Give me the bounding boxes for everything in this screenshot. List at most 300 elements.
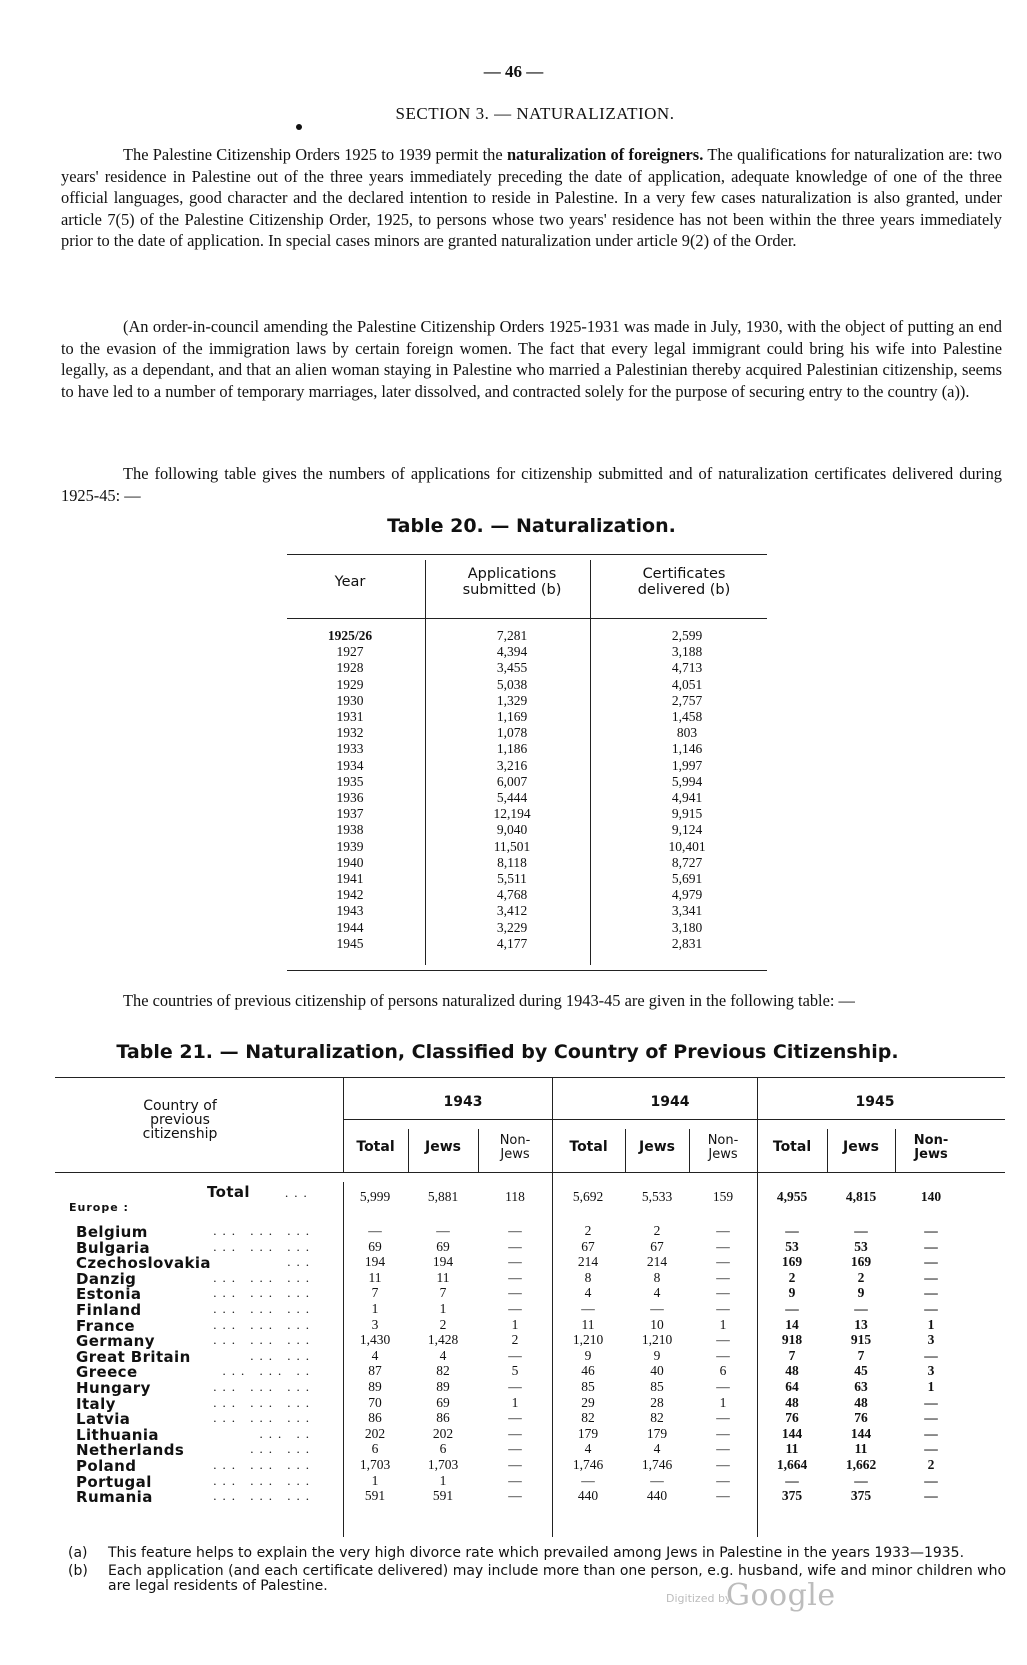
table-cell: —	[716, 1410, 730, 1426]
cell-certificates: 5,691	[671, 871, 703, 887]
table-cell: —	[508, 1488, 522, 1504]
table-rule	[287, 554, 767, 555]
table-cell: 45	[854, 1363, 868, 1379]
cell-year: 1942	[336, 887, 364, 903]
table-cell: 5	[511, 1363, 519, 1379]
leader-dots: ... ... ...	[213, 1379, 315, 1394]
table-cell: 1,703	[427, 1457, 459, 1472]
cell-applications: 5,444	[496, 790, 528, 806]
table-rule	[55, 1172, 1005, 1173]
column-divider	[343, 1077, 344, 1172]
table-cell: 159	[712, 1189, 734, 1204]
table-cell: 5,881	[427, 1189, 459, 1204]
header-line: Non-	[499, 1133, 531, 1148]
cell-certificates: 4,713	[671, 660, 703, 676]
header-line: Non-	[707, 1133, 739, 1148]
country-name: France	[76, 1316, 135, 1335]
paragraph-text: The Palestine Citizenship Orders 1925 to 1939 permit the	[123, 145, 507, 164]
header-line: Non-	[913, 1133, 949, 1148]
table-cell: 7	[788, 1347, 796, 1363]
table-cell: 202	[364, 1425, 386, 1441]
leader-dots: ... ... ...	[213, 1488, 315, 1504]
table-cell: 82	[436, 1363, 450, 1379]
cell-applications: 11,501	[493, 838, 531, 854]
cell-year: 1941	[336, 871, 364, 887]
cell-certificates: 3,188	[671, 644, 703, 660]
country-name: Estonia	[76, 1285, 142, 1304]
header-total-1945: Total	[772, 1139, 812, 1155]
table-cell: 40	[650, 1363, 664, 1379]
table-cell: 1,703	[359, 1457, 391, 1472]
table-cell: 169	[850, 1254, 872, 1270]
table21	[55, 1077, 1005, 1539]
table-cell: 14	[785, 1316, 799, 1332]
country-name: Germany	[76, 1332, 155, 1351]
table-cell: 76	[785, 1410, 799, 1426]
table-cell: 5,692	[572, 1189, 604, 1204]
country-name: Finland	[76, 1301, 142, 1319]
table-rule	[343, 1119, 1005, 1120]
paragraph-text: The qualifications for naturalization are: two years' residence in Palestine out of the three years immediately preceding the date of application, adequate knowledge of one of the three official languages, good character and the declared intention to reside in Palestine.	[61, 145, 1002, 207]
country-name: Bulgaria	[76, 1238, 150, 1257]
country-name: Belgium	[76, 1223, 148, 1241]
table-cell: 8	[653, 1269, 661, 1285]
header-total-1944: Total	[569, 1139, 608, 1155]
column-year	[315, 628, 385, 952]
table20-title: Table 20. — Naturalization.	[387, 515, 676, 537]
cell-certificates: 4,941	[671, 790, 703, 806]
table-cell: 1,664	[776, 1457, 808, 1472]
table-cell: 2	[439, 1316, 447, 1332]
cell-year: 1928	[336, 660, 364, 676]
table-cell: 29	[581, 1394, 595, 1410]
cell-applications: 4,177	[496, 935, 528, 951]
table-cell: —	[508, 1301, 522, 1316]
table-cell: 7	[857, 1347, 865, 1363]
country-name: Greece	[76, 1363, 138, 1382]
header-1945: 1945	[855, 1094, 895, 1110]
table-cell: —	[924, 1223, 938, 1238]
table-cell: —	[716, 1472, 730, 1488]
table-cell: 69	[436, 1238, 450, 1254]
column-divider	[425, 560, 426, 965]
leader-dots: ... ... ...	[213, 1223, 315, 1238]
country-name: Rumania	[76, 1488, 153, 1507]
footnote-mark: (a)	[68, 1545, 88, 1561]
table-cell: 85	[581, 1379, 595, 1394]
cell-year: 1936	[336, 790, 364, 806]
table-cell: 87	[368, 1363, 382, 1379]
table-cell: —	[508, 1254, 522, 1270]
cell-applications: 4,768	[496, 887, 528, 903]
table-cell: 440	[646, 1488, 668, 1504]
table-cell: 69	[436, 1394, 450, 1410]
table-cell: 86	[436, 1410, 450, 1426]
cell-year: 1925/26	[327, 628, 373, 643]
cell-certificates: 4,979	[671, 887, 703, 903]
table-cell: 82	[581, 1410, 595, 1426]
footnote-mark: (b)	[68, 1562, 88, 1579]
table-cell: —	[716, 1441, 730, 1457]
header-total-1943: Total	[356, 1139, 395, 1155]
table-cell: —	[650, 1472, 664, 1488]
table-cell: —	[785, 1301, 799, 1316]
cell-applications: 1,169	[496, 709, 528, 725]
table-cell: 6	[439, 1441, 447, 1457]
table-cell: —	[854, 1223, 868, 1238]
table-cell: 1	[719, 1316, 727, 1332]
table-cell: 179	[646, 1425, 668, 1441]
table-cell: 11	[785, 1441, 799, 1457]
table-cell: —	[508, 1269, 522, 1285]
table-cell: 4	[584, 1441, 592, 1457]
table-cell: 67	[581, 1238, 595, 1254]
table-cell: 86	[368, 1410, 382, 1426]
table-cell: 89	[368, 1379, 382, 1394]
table-cell: 440	[577, 1488, 599, 1504]
table-cell: —	[716, 1347, 730, 1363]
cell-certificates: 10,401	[668, 838, 706, 854]
table-cell: 53	[785, 1238, 799, 1254]
header-line: Jews	[914, 1147, 948, 1162]
table-cell: 1,746	[641, 1457, 673, 1472]
table-cell: —	[924, 1472, 938, 1488]
footnote	[68, 1546, 1008, 1562]
table-cell: —	[508, 1410, 522, 1426]
table-cell: 179	[577, 1425, 599, 1441]
leader-dots: ... ... ...	[213, 1269, 315, 1285]
table-cell: 5,999	[359, 1189, 391, 1204]
table-cell: —	[924, 1254, 938, 1270]
bullet-dot	[296, 124, 302, 130]
table-cell: 11	[436, 1269, 450, 1285]
country-name: Lithuania	[76, 1425, 159, 1444]
table-cell: 194	[364, 1254, 386, 1270]
table-cell: 1,746	[572, 1457, 604, 1472]
table-cell: 118	[505, 1189, 525, 1204]
cell-certificates: 5,994	[671, 773, 703, 789]
table-cell: —	[854, 1301, 868, 1316]
header-line: delivered (b)	[637, 582, 731, 598]
table-cell: —	[716, 1425, 730, 1441]
table-cell: —	[508, 1238, 522, 1254]
table-cell: 4,955	[776, 1189, 808, 1204]
table-cell: 1	[511, 1394, 519, 1410]
table-cell: —	[716, 1379, 730, 1394]
table-cell: 7	[371, 1285, 379, 1301]
header-jews-1945: Jews	[843, 1139, 879, 1155]
total-label: Total	[207, 1183, 250, 1201]
header-jews-1944: Jews	[639, 1139, 675, 1155]
header-1944: 1944	[650, 1094, 690, 1110]
cell-year: 1944	[336, 919, 364, 935]
cell-year: 1929	[336, 676, 364, 692]
table-cell: —	[581, 1472, 595, 1488]
table-cell: 2	[927, 1457, 935, 1472]
leader-dots: ... ...	[250, 1347, 315, 1363]
table-cell: 375	[850, 1488, 872, 1504]
table-cell: 1,210	[572, 1332, 604, 1348]
table-cell: 11	[854, 1441, 868, 1457]
header-line: Certificates	[642, 566, 726, 582]
table-cell: 70	[368, 1394, 382, 1410]
table-cell: 1	[439, 1472, 447, 1488]
table-cell: 11	[368, 1269, 382, 1285]
table-cell: —	[924, 1394, 938, 1410]
table-cell: —	[508, 1472, 522, 1488]
cell-applications: 5,511	[497, 871, 527, 887]
page-number: — 46 —	[483, 62, 544, 81]
header-line: Jews	[500, 1147, 530, 1162]
country-name: Czechoslovakia	[76, 1254, 211, 1273]
cell-year: 1932	[336, 725, 364, 741]
cell-year: 1933	[336, 741, 364, 757]
paragraph-table21-intro: The countries of previous citizenship of persons naturalized during 1943-45 are given in the following table: —	[123, 991, 855, 1010]
header-line: Country of	[143, 1098, 217, 1114]
table-cell: 48	[785, 1363, 799, 1379]
table-cell: 28	[650, 1394, 664, 1410]
table-cell: 591	[432, 1488, 454, 1504]
leader-dots: ... ... ...	[213, 1285, 315, 1301]
cell-applications: 7,281	[496, 628, 528, 643]
country-name: Danzig	[76, 1269, 137, 1288]
table-cell: 9	[584, 1347, 592, 1363]
table-cell: 85	[650, 1379, 664, 1394]
table-cell: 3	[927, 1363, 935, 1379]
table-cell: 915	[850, 1332, 872, 1348]
table-cell: —	[924, 1441, 938, 1457]
cell-applications: 9,040	[496, 822, 528, 838]
table-cell: —	[508, 1379, 522, 1394]
column-divider	[590, 560, 591, 965]
cell-applications: 3,455	[496, 660, 528, 676]
cell-year: 1945	[336, 935, 364, 951]
footnote-text: Each application (and each certificate delivered) may include more than one person, e.g. husband, wife and minor children who are legal residents of Palestine.	[108, 1562, 1007, 1594]
table-cell: 4	[439, 1347, 447, 1363]
table-cell: 202	[432, 1425, 454, 1441]
table-cell: —	[716, 1488, 730, 1504]
table-cell: 67	[650, 1238, 664, 1254]
country-name: Italy	[76, 1394, 116, 1413]
table-cell: 169	[781, 1254, 803, 1270]
table-cell: —	[508, 1425, 522, 1441]
google-watermark: Google	[726, 1578, 836, 1613]
table-cell: 2	[653, 1223, 661, 1238]
table-cell: —	[924, 1347, 938, 1363]
cell-applications: 8,118	[497, 854, 527, 870]
leader-dots: ... ... ...	[213, 1238, 315, 1254]
cell-year: 1931	[336, 709, 364, 725]
table-cell: 1	[371, 1301, 379, 1316]
cell-applications: 6,007	[496, 773, 528, 789]
table-cell: —	[508, 1347, 522, 1363]
cell-year: 1930	[336, 692, 364, 708]
table-cell: 5,533	[641, 1189, 673, 1204]
table-cell: —	[716, 1285, 730, 1301]
table-cell: 2	[857, 1269, 865, 1285]
table-cell: 214	[646, 1254, 668, 1270]
table-cell: —	[650, 1301, 664, 1316]
paragraph-bold-text: naturalization of foreigners.	[506, 145, 704, 164]
table-cell: —	[924, 1488, 938, 1504]
leader-dots: ... ... ...	[213, 1410, 315, 1426]
cell-certificates: 8,727	[671, 854, 703, 870]
cell-certificates: 2,757	[671, 692, 703, 708]
leader-dots: ... ... ...	[213, 1332, 315, 1348]
paragraph-bold-text: In a very few cases naturalization is also granted, under article 7(5) of the Palestine Citizenship Order, 1925, to persons whose two years' residence has not been within the three years immediately prior to the date of application. In special cases minors are granted naturalization under article 9(2) of the Order.	[61, 188, 1003, 250]
table-cell: 76	[854, 1410, 868, 1426]
footnote	[68, 1564, 1008, 1595]
leader-dots: ...	[287, 1254, 315, 1270]
table-cell: 63	[854, 1379, 868, 1394]
table-cell: 3	[371, 1316, 379, 1332]
table-cell: —	[436, 1223, 450, 1238]
leader-dots: ... ... ...	[213, 1301, 315, 1316]
cell-certificates: 803	[676, 725, 698, 741]
table-cell: 214	[577, 1254, 599, 1270]
table-cell: 69	[368, 1238, 382, 1254]
cell-year: 1940	[336, 854, 364, 870]
country-name: Great Britain	[76, 1347, 191, 1366]
table-cell: —	[716, 1332, 730, 1348]
cell-certificates: 2,599	[671, 628, 703, 643]
table-cell: —	[924, 1301, 938, 1316]
table-cell: 9	[653, 1347, 661, 1363]
table-cell: —	[924, 1410, 938, 1426]
paragraph-order-in-council: (An order-in-council amending the Palestine Citizenship Orders 1925-1931 was made in July, 1930, with the object of putting an end to the evasion of the immigration laws by certain foreign women. The fact that every legal immigrant could bring his wife into Palestine legally, as a dependant, and that an alien woman staying in Palestine who married a Palestinian thereby acquired Palestinian citizenship, seems to have led to a number of temporary marriages, later dissolved, and contracted solely for the purpose of securing entry to the country (a)).	[61, 317, 1002, 401]
table-cell: —	[924, 1269, 938, 1285]
leader-dots: ... ... ...	[213, 1472, 315, 1488]
table-cell: —	[508, 1441, 522, 1457]
leader-dots: ... ...	[250, 1441, 315, 1457]
table-cell: 1	[371, 1472, 379, 1488]
table-cell: 140	[920, 1189, 942, 1204]
table-cell: 1,210	[641, 1332, 673, 1348]
table-cell: 48	[854, 1394, 868, 1410]
footnote-text: This feature helps to explain the very high divorce rate which prevailed among Jews in Palestine in the years 1933—1935.	[108, 1545, 965, 1561]
table-cell: 6	[719, 1363, 727, 1379]
table-cell: 10	[650, 1316, 664, 1332]
column-certificates	[632, 628, 742, 952]
table-cell: —	[368, 1223, 382, 1238]
table-cell: —	[581, 1301, 595, 1316]
table-cell: 46	[581, 1363, 595, 1379]
table-cell: 11	[581, 1316, 595, 1332]
table-cell: —	[854, 1472, 868, 1488]
header-nonjews-1945	[895, 1134, 967, 1162]
table-cell: 4	[584, 1285, 592, 1301]
leader-dots: ... ..	[259, 1425, 315, 1441]
cell-applications: 12,194	[493, 806, 531, 822]
cell-year: 1935	[336, 773, 364, 789]
table-cell: 6	[371, 1441, 379, 1457]
table-cell: 1,430	[359, 1332, 391, 1348]
cell-certificates: 1,458	[671, 709, 703, 725]
table-rule	[55, 1077, 1005, 1078]
table-cell: 9	[857, 1285, 865, 1301]
table-cell: 4,815	[845, 1189, 877, 1204]
table-cell: —	[924, 1285, 938, 1301]
header-applications	[437, 566, 587, 598]
table-cell: 7	[439, 1285, 447, 1301]
table-cell: 9	[788, 1285, 796, 1301]
cell-certificates: 3,180	[671, 919, 703, 935]
table-cell: 1,662	[845, 1457, 877, 1472]
table-cell: —	[508, 1223, 522, 1238]
header-jews-1943: Jews	[425, 1139, 461, 1155]
country-name: Portugal	[76, 1472, 152, 1491]
header-certificates	[609, 566, 759, 598]
table-cell: 1,428	[427, 1332, 459, 1348]
table-cell: —	[924, 1238, 938, 1254]
table-cell: 13	[854, 1316, 868, 1332]
header-line: citizenship	[142, 1126, 218, 1142]
header-nonjews-1943	[478, 1134, 552, 1162]
region-label-europe: Europe :	[69, 1201, 129, 1214]
cell-applications: 3,229	[496, 919, 528, 935]
cell-certificates: 1,997	[671, 757, 703, 773]
cell-applications: 3,412	[496, 903, 528, 919]
leader-dots: ... ... ...	[213, 1316, 315, 1332]
header-line: Applications	[467, 566, 557, 582]
column-applications	[457, 628, 567, 952]
table-cell: 3	[927, 1332, 935, 1348]
table-cell: 89	[436, 1379, 450, 1394]
table-cell: 1	[511, 1316, 519, 1332]
leader-dots: ...	[285, 1185, 313, 1200]
header-line: submitted (b)	[462, 582, 562, 598]
cell-certificates: 3,341	[671, 903, 703, 919]
header-year: Year	[334, 574, 366, 590]
table-cell: 82	[650, 1410, 664, 1426]
cell-year: 1927	[336, 644, 364, 660]
table-cell: 918	[781, 1332, 803, 1348]
cell-year: 1939	[336, 838, 364, 854]
table-cell: 64	[785, 1379, 799, 1394]
table-cell: 1	[439, 1301, 447, 1316]
leader-dots: ... ... ..	[222, 1363, 315, 1379]
table-cell: —	[716, 1223, 730, 1238]
table-cell: —	[716, 1254, 730, 1270]
table-cell: 144	[781, 1425, 803, 1441]
cell-year: 1934	[336, 757, 364, 773]
cell-year: 1937	[336, 806, 364, 822]
table-cell: 1	[927, 1379, 935, 1394]
table-cell: —	[508, 1457, 522, 1472]
table-cell: 144	[850, 1425, 872, 1441]
footnotes	[68, 1546, 1008, 1597]
table-cell: 48	[785, 1394, 799, 1410]
table-cell: —	[716, 1301, 730, 1316]
table21-title: Table 21. — Naturalization, Classified by Country of Previous Citizenship.	[116, 1041, 899, 1063]
table-cell: —	[785, 1223, 799, 1238]
cell-certificates: 2,831	[671, 935, 703, 951]
section-title: SECTION 3. — NATURALIZATION.	[395, 104, 675, 123]
table-cell: 1	[927, 1316, 935, 1332]
country-name: Hungary	[76, 1379, 151, 1397]
table-rule	[287, 970, 767, 971]
table-cell: 1	[719, 1394, 727, 1410]
cell-certificates: 9,915	[671, 806, 703, 822]
table-cell: 591	[364, 1488, 386, 1504]
header-line: Jews	[708, 1147, 738, 1162]
table-cell: 8	[584, 1269, 592, 1285]
leader-dots: ... ... ...	[213, 1457, 315, 1472]
table-cell: 2	[511, 1332, 519, 1348]
table-cell: —	[716, 1457, 730, 1472]
table-cell: 2	[788, 1269, 796, 1285]
paragraph-table20-intro: The following table gives the numbers of applications for citizenship submitted and of naturalization certificates delivered during 1925-45: —	[61, 464, 1002, 505]
